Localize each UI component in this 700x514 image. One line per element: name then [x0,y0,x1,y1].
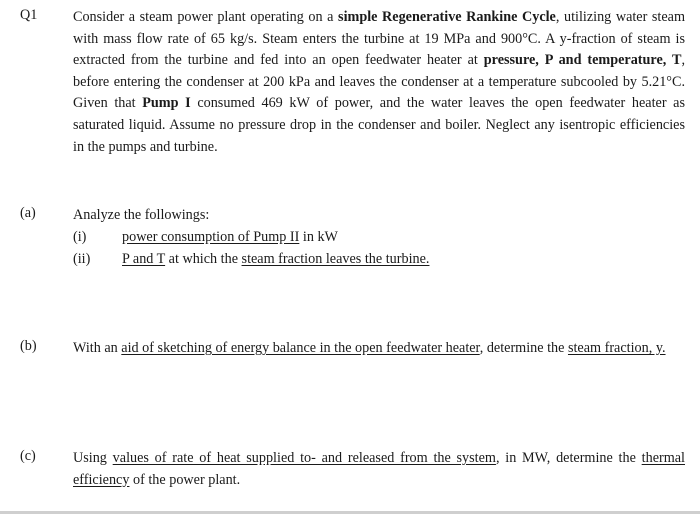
part-text: With an [73,340,122,356]
part-text: thermal efficiency [73,450,685,488]
item-text: at which the [165,251,242,267]
statement-text: , before entering the condenser at 200 kPa and leaves the condenser at a temperature subcooled by 5.21°C. Given that [73,52,686,112]
part-a-item-ii [73,249,429,271]
part-text: of the power plant. [129,471,241,488]
part-text: values of rate of heat supplied to- and released from the system [112,450,496,466]
part-a-intro: Analyze the followings: [73,207,210,223]
part-text: , in MW, determine the [495,450,642,466]
statement-text: Consider a steam power plant operating on a [73,9,339,25]
part-text: aid of sketching of energy balance in the open feedwater heater [121,340,480,356]
item-text: in kW [299,229,338,245]
cycle-type: simple Regenerative Rankine Cycle [338,9,556,25]
part-c-label: (c) [20,448,36,464]
question-number: Q1 [20,7,38,23]
pump-one-label: Pump I [142,95,191,112]
item-text: power consumption of Pump II [122,229,300,245]
item-number: (i) [73,229,87,245]
item-text: steam fraction leaves the turbine. [241,251,430,267]
part-b-text [73,338,685,360]
part-b-label: (b) [20,338,37,354]
part-text: , determine the [479,340,568,356]
part-text: Using [73,450,113,466]
item-number: (ii) [73,251,91,267]
part-a-item-i [73,227,338,249]
part-a-label: (a) [20,205,36,221]
part-text: steam fraction, y. [567,340,666,356]
statement-text: consumed 469 kW of power, and the water leaves the open feedwater heater as saturated liquid. Assume no pressure drop in the condenser and boiler. Neglect any isentropic efficiencies in the pumps and turbine. [73,95,685,155]
part-c-text [73,448,685,491]
item-text: P and T [122,251,166,267]
statement-text: , utilizing water steam with mass flow rate of 65 kg/s. Steam enters the turbine at 19 MPa and 900°C. A y-fraction of steam is extracted from the turbine and fed into an open feedwater heater at [73,9,685,69]
extraction-conditions: pressure, P and temperature, T [483,52,682,69]
problem-statement [73,7,685,158]
